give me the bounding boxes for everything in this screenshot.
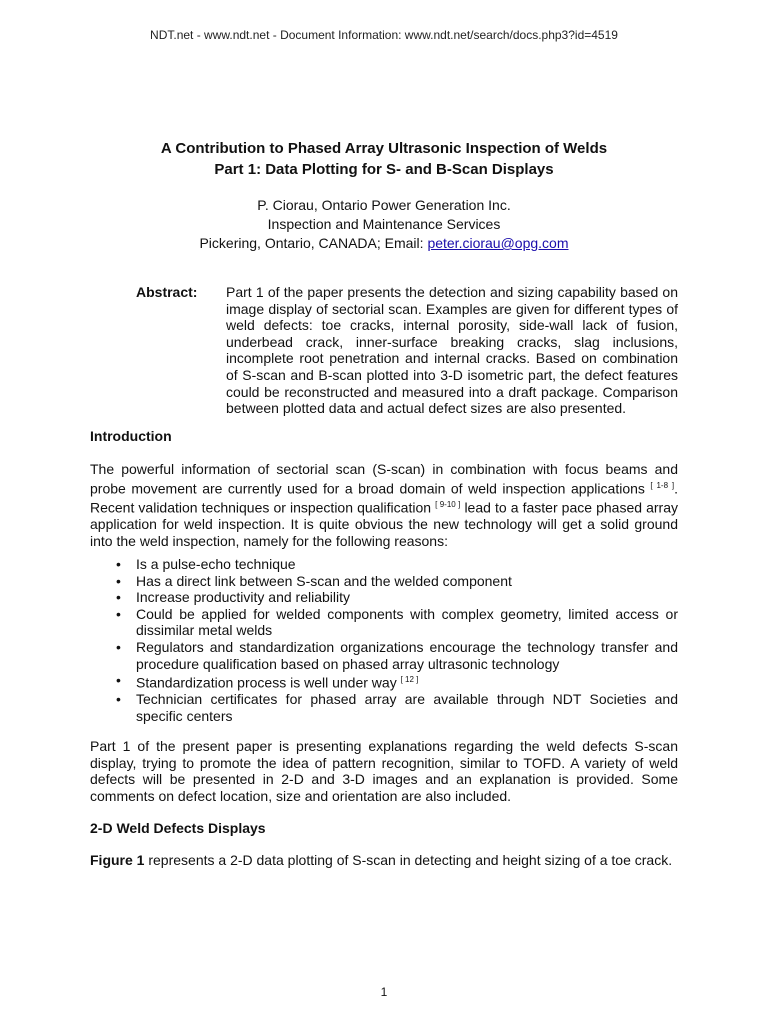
figure-1-paragraph [90,852,678,869]
intro-p1-part-c: lead to a faster pace phased array application for weld inspection. It is quite obvious the new technology will get a solid ground into the weld inspection, namely for the following reasons: [90,499,679,549]
intro-p1-part-a: The powerful information of sectorial scan (S-scan) in combination with focus beams and probe movement are currently used for a broad domain of weld inspection applications [90,461,678,497]
list-item-text: Increase productivity and reliability [136,589,350,606]
author-department: Inspection and Maintenance Services [267,216,501,232]
intro-p1-part-b: . Recent validation techniques or inspection qualification [90,480,678,516]
bullet-glyph: • [116,691,121,708]
citation-12: [ 12 ] [400,675,419,685]
list-item [90,606,678,639]
title-line-1: A Contribution to Phased Array Ultrasonic Inspection of Welds [160,140,608,157]
introduction-paragraph-2: Part 1 of the present paper is presenting explanations regarding the weld defects S-scan display, trying to promote the idea of pattern recognition, similar to TOFD. A variety of weld defects will be presented in 2-D and 3-D images and an explanation is provided. Some comments on defect location, size and orientation are also included. [90,738,678,804]
list-item [90,556,678,573]
list-item [90,672,678,691]
list-item-text: Is a pulse-echo technique [136,556,296,572]
list-item [90,573,678,590]
figure-1-description: represents a 2-D data plotting of S-scan in detecting and height sizing of a toe crack. [144,852,673,868]
author-block [0,196,768,253]
page-number: 1 [380,985,388,999]
list-item [90,589,678,606]
bullet-glyph: • [116,572,121,589]
reasons-list [90,556,678,725]
title-line-2: Part 1: Data Plotting for S- and B-Scan Displays [214,161,554,178]
citation-9-10: [ 9-10 ] [435,499,461,509]
introduction-heading: Introduction [90,428,172,444]
author-location-text: Pickering, Ontario, CANADA; Email: [199,235,428,251]
abstract-label: Abstract: [136,284,198,300]
author-name: P. Ciorau, Ontario Power Generation Inc. [257,197,511,213]
bullet-glyph: • [116,556,121,572]
paper-title [0,138,768,180]
list-item [90,639,678,672]
bullet-glyph: • [116,672,121,689]
section-2-heading: 2-D Weld Defects Displays [90,820,266,836]
list-item-text: Standardization process is well under way [136,674,397,691]
source-header: NDT.net - www.ndt.net - Document Information: www.ndt.net/search/docs.php3?id=4519 [150,28,618,42]
author-location [0,234,768,253]
citation-1-8: [ 1-8 ] [650,480,675,490]
list-item-text: Regulators and standardization organizations encourage the technology transfer and procedure qualification based on phased array ultrasonic technology [136,638,678,672]
list-item [90,691,678,724]
abstract-text: Part 1 of the paper presents the detection and sizing capability based on image display of sectorial scan. Examples are given for different types of weld defects: toe cracks, internal porosity, side-wall lack of fusion, underbead crack, inner-surface breaking cracks, slag inclusions, incomplete root penetration and internal cracks. Based on combination of S-scan and B-scan plotted into 3-D isometric part, the defect features could be reconstructed and measured into a draft package. Comparison between plotted data and actual defect sizes are also presented. [226,284,678,417]
bullet-glyph: • [116,589,121,606]
list-item-text: Has a direct link between S-scan and the welded component [136,572,512,589]
list-item-text: Technician certificates for phased array are available through NDT Societies and specific centers [136,691,678,724]
bullet-glyph: • [116,605,121,622]
author-email-link[interactable]: peter.ciorau@opg.com [427,235,569,251]
introduction-paragraph-1 [90,461,678,549]
bullet-glyph: • [116,638,121,655]
list-item-text: Could be applied for welded components with complex geometry, limited access or dissimilar metal welds [136,605,678,639]
figure-1-reference: Figure 1 [90,852,145,868]
